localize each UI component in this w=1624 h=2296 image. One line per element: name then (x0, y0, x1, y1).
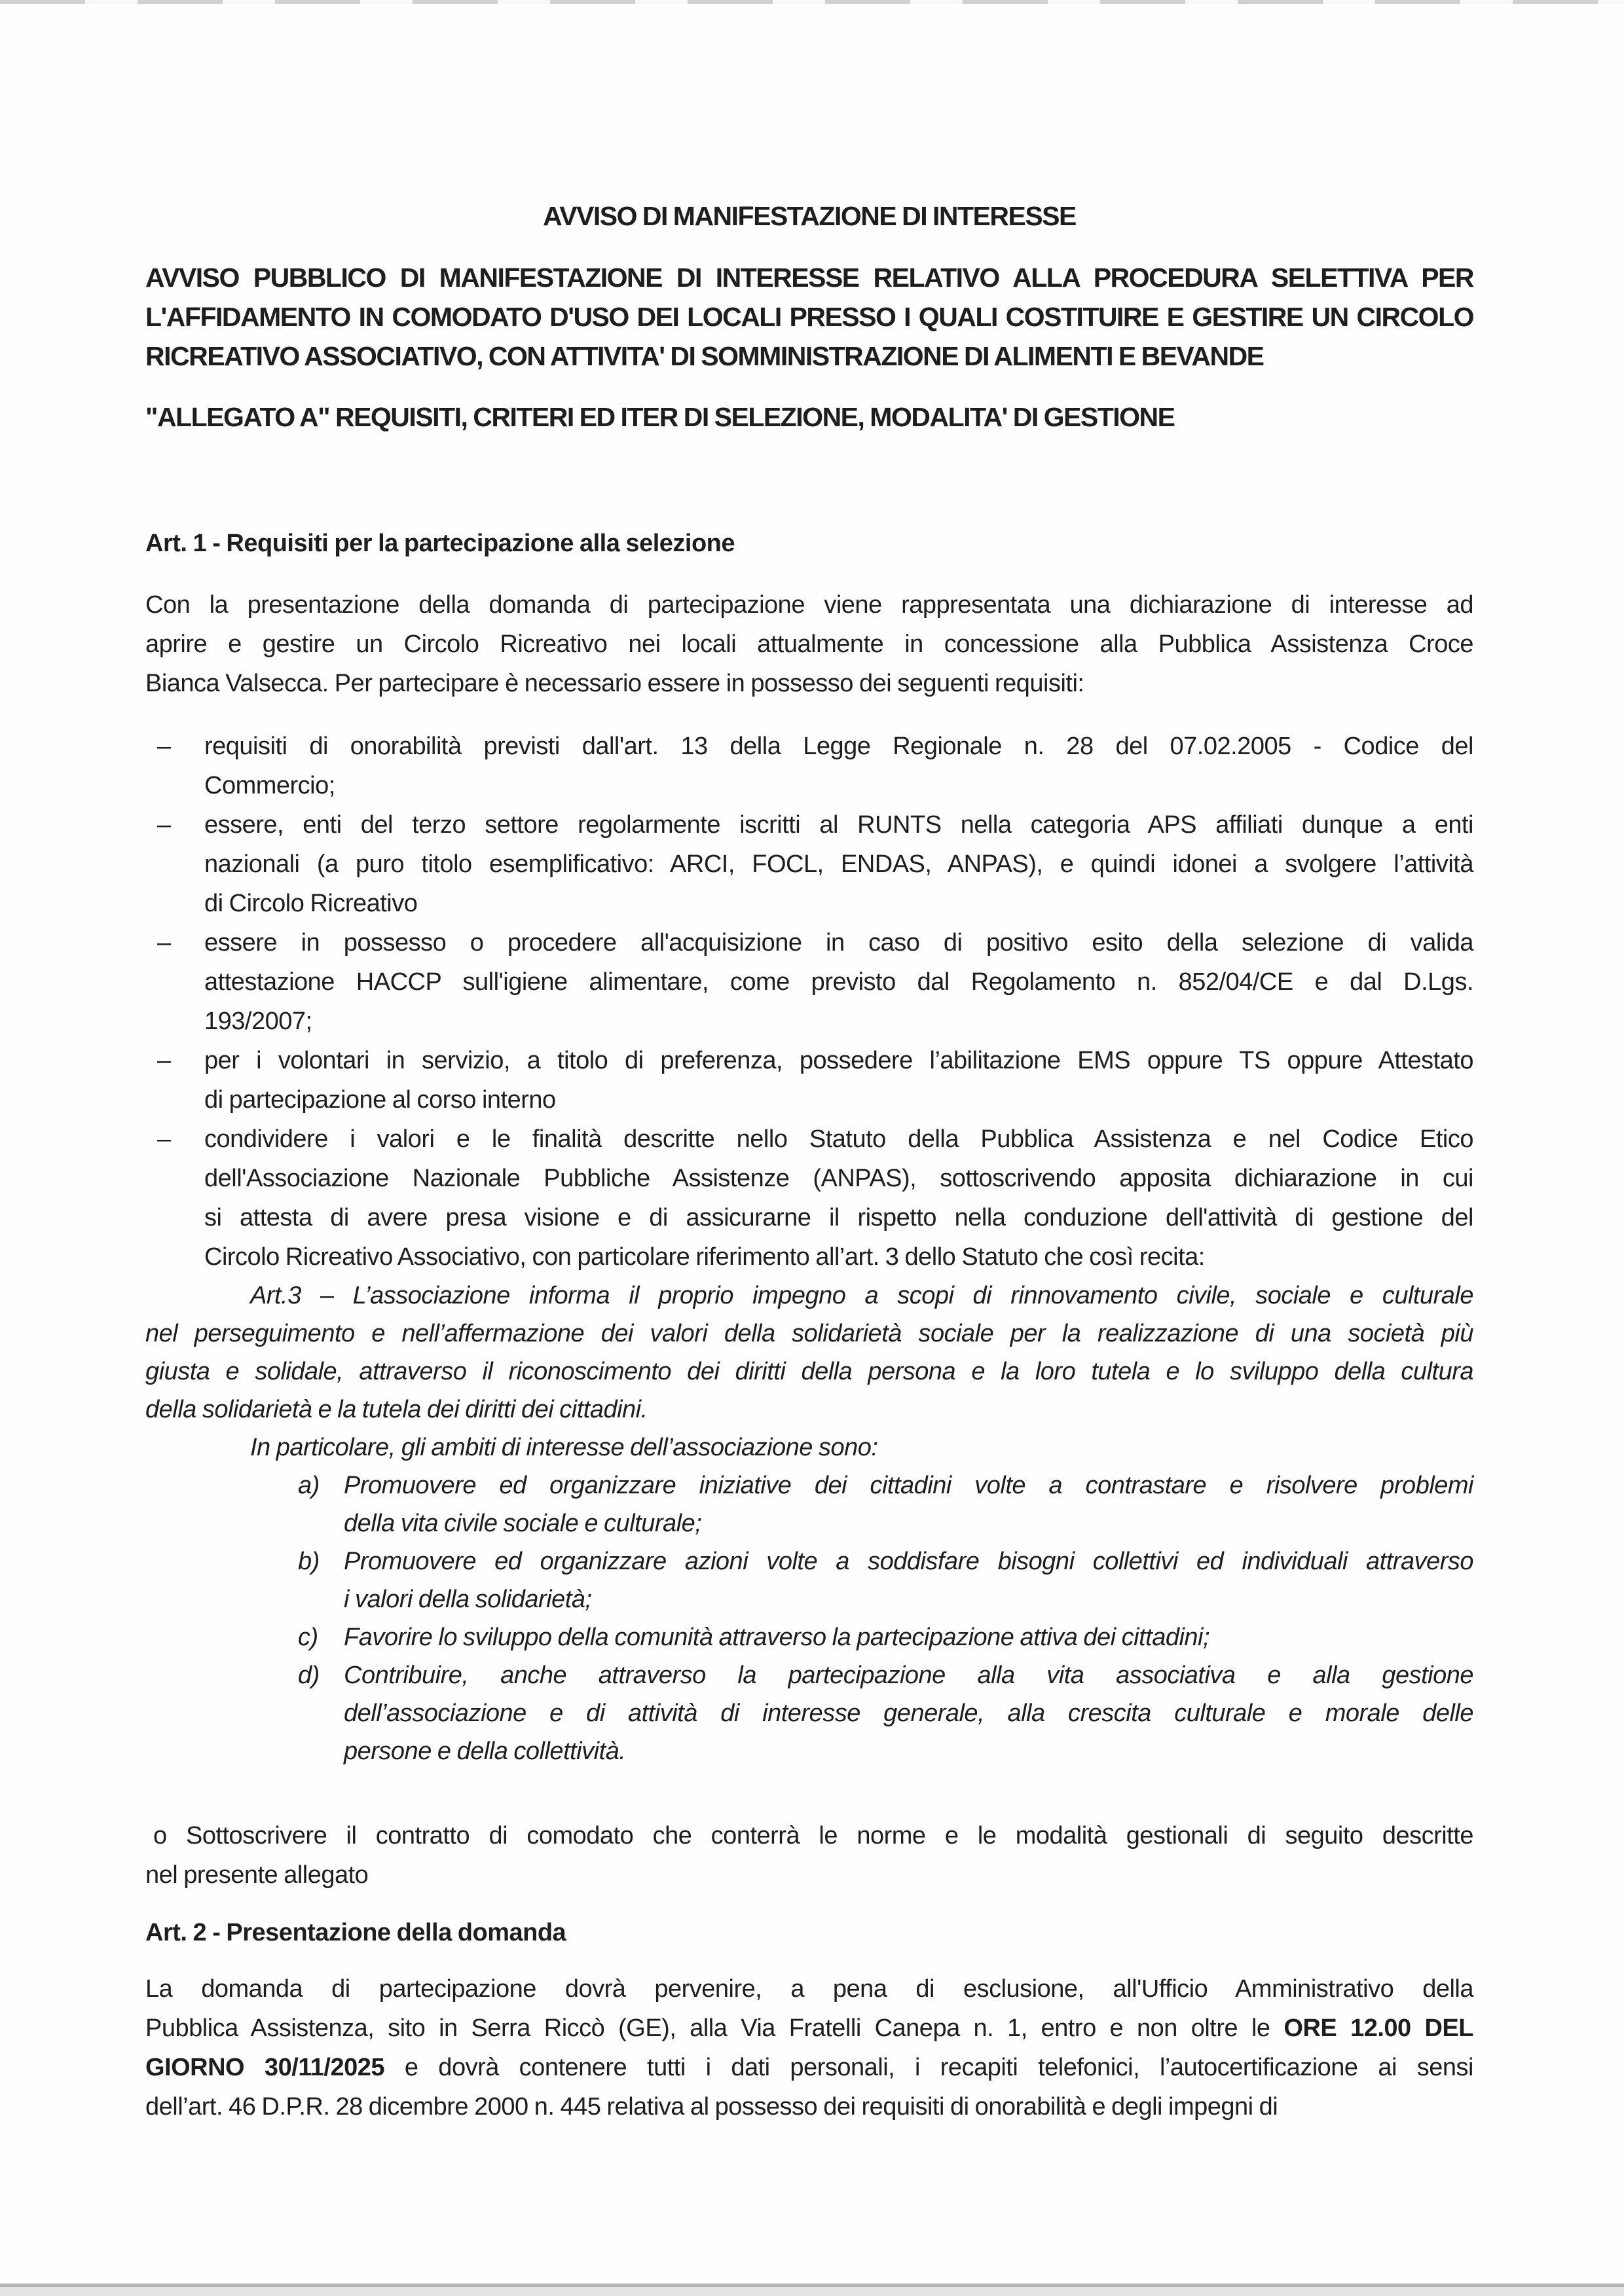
statute-letter-item (145, 1618, 1473, 1656)
requirement-item-text: condividere i valori e le finalità descritte nello Statuto della Pubblica Assistenza e nel Codice Etico dell'Associazione Nazionale Pubbliche Assistenze (ANPAS), sottoscrivendo apposita dichiarazione in cui si attesta di avere presa visione e di assicurarne il rispetto nella conduzione dell'attività di gestione del Circolo Ricreativo Associativo, con particolare riferimento all’art. 3 dello Statuto che così recita: (204, 1125, 1473, 1271)
art2-heading: Art. 2 - Presentazione della domanda (145, 1919, 566, 1946)
statute-letter-item (145, 1467, 1473, 1542)
letter-item-text: Contribuire, anche attraverso la partecipazione alla vita associativa e alla gestione dell’associazione e di attività di interesse generale, alla crescita culturale e morale delle persone e della collettività. (344, 1662, 1473, 1765)
requirement-item (145, 923, 1473, 1041)
letter-marker: d) (298, 1662, 320, 1689)
statute-letter-list (145, 1467, 1473, 1770)
requirement-item-text: per i volontari in servizio, a titolo di preferenza, possedere l’abilitazione EMS oppure TS oppure Attestato di partecipazione al corso interno (204, 1047, 1473, 1114)
closing-paragraph: o Sottoscrivere il contratto di comodato che conterrà le norme e le modalità gestionali di seguito descritte nel presente allegato (145, 1822, 1473, 1889)
art1-intro-paragraph: Con la presentazione della domanda di partecipazione viene rappresentata una dichiarazione di interesse ad aprire e gestire un Circolo Ricreativo nei locali attualmente in concessione alla Pubblica Assistenza Croce Bianca Valsecca. Per partecipare è necessario essere in possesso dei seguenti requisiti: (145, 591, 1473, 697)
scan-artifact-bottom (0, 2284, 1624, 2296)
letter-marker: c) (298, 1624, 318, 1651)
statute-art3-paragraph: Art.3 – L’associazione informa il proprio impegno a scopi di rinnovamento civile, sociale e culturale nel perseguimento e nell’affermazione dei valori della solidarietà sociale per la realizzazione di una società più giusta e solidale, attraverso il riconoscimento dei diritti della persona e la loro tutela e lo sviluppo della cultura della solidarietà e la tutela dei diritti dei cittadini. (145, 1282, 1473, 1423)
letter-marker: b) (298, 1548, 320, 1575)
document-subtitle: AVVISO PUBBLICO DI MANIFESTAZIONE DI INTERESSE RELATIVO ALLA PROCEDURA SELETTIVA PER L'AFFIDAMENTO IN COMODATO D'USO DEI LOCALI PRESSO I QUALI COSTITUIRE E GESTIRE UN CIRCOLO RICREATIVO ASSOCIATIVO, CON ATTIVITA' DI SOMMINISTRAZIONE DI ALIMENTI E BEVANDE (145, 263, 1473, 371)
document-content (145, 196, 1473, 2126)
requirement-item-text: requisiti di onorabilità previsti dall'art. 13 della Legge Regionale n. 28 del 07.02.2005 - Codice del Commercio; (204, 733, 1473, 799)
requirement-item (145, 1041, 1473, 1120)
letter-item-text: Promuovere ed organizzare azioni volte a soddisfare bisogni collettivi ed individuali attraverso i valori della solidarietà; (344, 1548, 1473, 1613)
dash-bullet: – (157, 929, 171, 957)
requirement-item (145, 727, 1473, 805)
letter-item-text: Promuovere ed organizzare iniziative dei cittadini volte a contrastare e risolvere problemi della vita civile sociale e culturale; (344, 1472, 1473, 1537)
letter-marker: a) (298, 1472, 320, 1499)
art2-paragraph: La domanda di partecipazione dovrà pervenire, a pena di esclusione, all'Ufficio Amministrativo della Pubblica Assistenza, sito in Serra Riccò (GE), alla Via Fratelli Canepa n. 1, entro e non oltre le ORE 12.00 DEL GIORNO 30/11/2025 e dovrà contenere tutti i dati personali, i recapiti telefonici, l’autocertificazione ai sensi dell’art. 46 D.P.R. 28 dicembre 2000 n. 445 relativa al possesso dei requisiti di onorabilità e degli impegni di (145, 1975, 1473, 2121)
art1-heading: Art. 1 - Requisiti per la partecipazione alla selezione (145, 530, 735, 557)
scan-artifact-top (0, 0, 1624, 4)
dash-bullet: – (157, 733, 171, 760)
requirement-item (145, 1120, 1473, 1277)
dash-bullet: – (157, 811, 171, 839)
statute-letter-item (145, 1656, 1473, 1770)
statute-letter-item (145, 1542, 1473, 1618)
dash-bullet: – (157, 1125, 171, 1153)
letter-item-text: Favorire lo sviluppo della comunità attraverso la partecipazione attiva dei cittadini; (344, 1624, 1210, 1651)
dash-bullet: – (157, 1047, 171, 1074)
document-title: AVVISO DI MANIFESTAZIONE DI INTERESSE (543, 201, 1076, 231)
statute-ambiti-intro: In particolare, gli ambiti di interesse dell’associazione sono: (250, 1434, 878, 1461)
requirement-item-text: essere, enti del terzo settore regolarmente iscritti al RUNTS nella categoria APS affiliati dunque a enti nazionali (a puro titolo esemplificativo: ARCI, FOCL, ENDAS, ANPAS), e quindi idonei a svolgere l’attività di Circolo Ricreativo (204, 811, 1473, 917)
allegato-heading: "ALLEGATO A" REQUISITI, CRITERI ED ITER DI SELEZIONE, MODALITA' DI GESTIONE (145, 402, 1175, 432)
requirement-list (145, 727, 1473, 1277)
requirement-item (145, 805, 1473, 923)
requirement-item-text: essere in possesso o procedere all'acquisizione in caso di positivo esito della selezione di valida attestazione HACCP sull'igiene alimentare, come previsto dal Regolamento n. 852/04/CE e dal D.Lgs. 193/2007; (204, 929, 1473, 1035)
